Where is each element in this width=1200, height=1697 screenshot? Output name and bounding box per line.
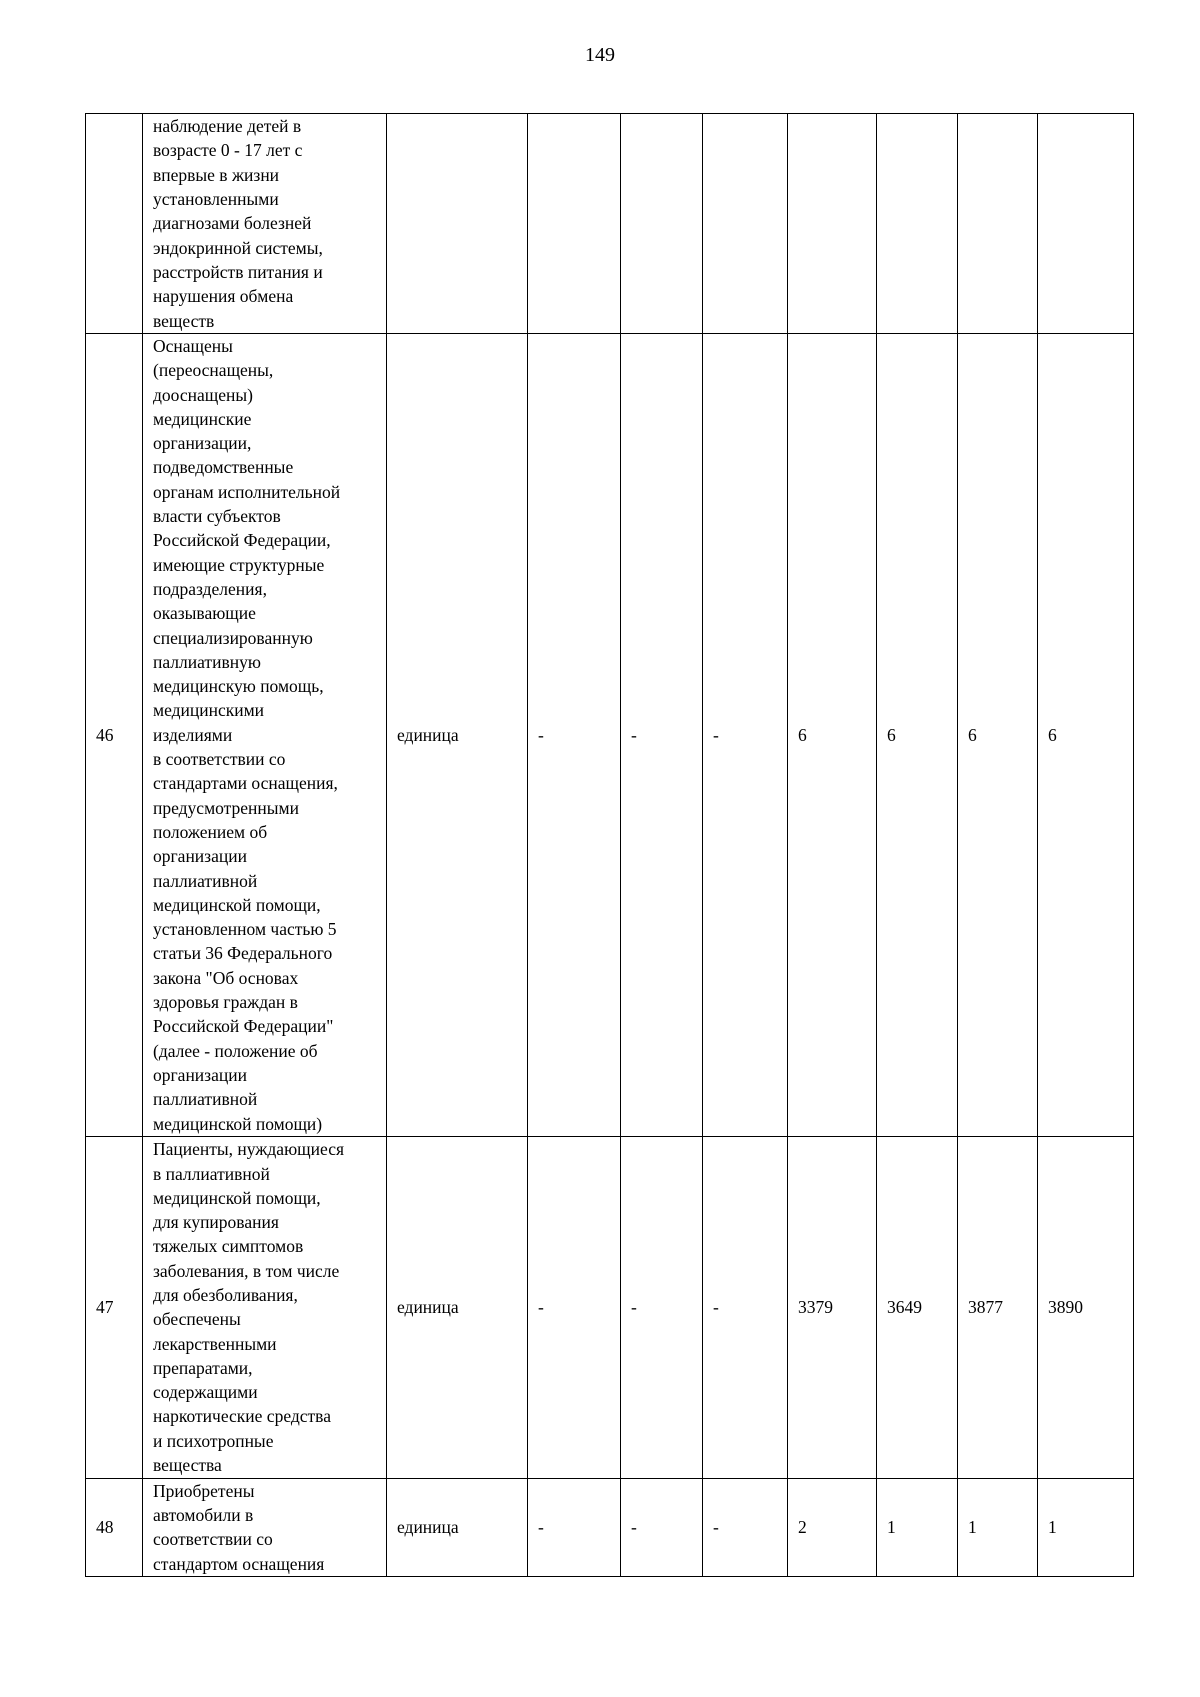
description-line: подразделения, [153, 578, 267, 599]
indicator-description [143, 334, 387, 1137]
description-line: обеспечены [153, 1309, 241, 1330]
value-cell: - [528, 1478, 621, 1576]
value-cell: 1 [1038, 1478, 1134, 1576]
description-line: наркотические средства [153, 1406, 331, 1427]
table-row [86, 114, 1134, 334]
value-cell: 3649 [877, 1136, 958, 1478]
page-number: 149 [585, 44, 615, 66]
value-cell: 2 [788, 1478, 877, 1576]
indicator-description [143, 1136, 387, 1478]
description-line: соответствии со [153, 1529, 273, 1550]
value-cell: - [703, 1478, 788, 1576]
description-line: эндокринной системы, [153, 237, 323, 258]
description-line: наблюдение детей в [153, 116, 302, 137]
description-line: впервые в жизни [153, 164, 280, 185]
description-line: веществ [153, 310, 215, 331]
description-line: для обезболивания, [153, 1285, 298, 1305]
row-number: 47 [86, 1136, 143, 1478]
description-line: Российской Федерации, [153, 530, 331, 551]
description-line: медицинской помощи, [153, 894, 321, 915]
description-line: препаратами, [153, 1357, 253, 1378]
description-line: здоровья граждан в [153, 992, 298, 1013]
description-line: для купирования [153, 1212, 279, 1233]
description-line: тяжелых симптомов [153, 1236, 304, 1257]
description-line: расстройств питания и [153, 261, 323, 282]
unit-cell: единица [387, 1136, 528, 1478]
description-line: Российской Федерации" [153, 1016, 334, 1037]
value-cell: - [528, 1136, 621, 1478]
description-line: организации, [153, 433, 252, 454]
value-cell: 6 [788, 334, 877, 1137]
description-line: медицинской помощи, [153, 1187, 321, 1208]
table-row [86, 1136, 1134, 1478]
description-line: и психотропные [153, 1430, 274, 1451]
value-cell [877, 114, 958, 334]
description-line: (далее - положение об [153, 1040, 318, 1061]
description-line: стандартами оснащения, [153, 773, 338, 794]
table-row [86, 1478, 1134, 1576]
value-cell: - [621, 334, 703, 1137]
description-line: Оснащены [153, 336, 233, 356]
description-line: медицинскими [153, 700, 265, 721]
description-line: содержащими [153, 1382, 258, 1403]
value-cell [621, 114, 703, 334]
value-cell: - [621, 1136, 703, 1478]
description-line: вещества [153, 1455, 222, 1476]
description-line: медицинскую помощь, [153, 676, 324, 697]
row-number: 48 [86, 1478, 143, 1576]
indicators-table [85, 113, 1134, 1577]
description-line: установленными [153, 189, 279, 210]
row-number [86, 114, 143, 334]
value-cell: 6 [958, 334, 1038, 1137]
description-line: власти субъектов [153, 506, 281, 527]
description-line: возрасте 0 - 17 лет с [153, 140, 303, 161]
description-line: паллиативной [153, 870, 258, 891]
value-cell: - [528, 334, 621, 1137]
description-line: Пациенты, нуждающиеся [153, 1139, 345, 1160]
description-line: (переоснащены, [153, 360, 274, 381]
description-line: в соответствии со [153, 749, 286, 770]
value-cell: - [703, 334, 788, 1137]
value-cell [788, 114, 877, 334]
description-line: закона "Об основах [153, 967, 299, 988]
unit-cell: единица [387, 1478, 528, 1576]
description-line: медицинской помощи) [153, 1113, 323, 1134]
description-line: организации [153, 846, 247, 867]
description-line: органам исполнительной [153, 481, 341, 502]
description-line: диагнозами болезней [153, 213, 312, 234]
description-line: Приобретены [153, 1480, 255, 1501]
description-line: организации [153, 1064, 247, 1085]
value-cell [958, 114, 1038, 334]
description-line: стандартом оснащения [153, 1553, 325, 1574]
value-cell: 3877 [958, 1136, 1038, 1478]
description-line: автомобили в [153, 1505, 254, 1526]
description-line: лекарственными [153, 1333, 277, 1354]
description-line: паллиативную [153, 651, 261, 672]
value-cell [528, 114, 621, 334]
description-line: положением об [153, 821, 268, 842]
description-line: дооснащены) [153, 384, 253, 405]
value-cell [1038, 114, 1134, 334]
description-line: предусмотренными [153, 797, 299, 818]
unit-cell: единица [387, 334, 528, 1137]
description-line: медицинские [153, 408, 252, 429]
value-cell: 1 [877, 1478, 958, 1576]
description-line: специализированную [153, 627, 313, 648]
value-cell: 3890 [1038, 1136, 1134, 1478]
description-line: подведомственные [153, 457, 294, 478]
value-cell: 3379 [788, 1136, 877, 1478]
table-body [86, 114, 1134, 1577]
value-cell: 6 [877, 334, 958, 1137]
value-cell: 6 [1038, 334, 1134, 1137]
unit-cell [387, 114, 528, 334]
table-row [86, 334, 1134, 1137]
indicator-description [143, 114, 387, 334]
description-line: имеющие структурные [153, 554, 325, 575]
description-line: изделиями [153, 724, 233, 745]
description-line: статьи 36 Федерального [153, 943, 333, 964]
description-line: оказывающие [153, 603, 256, 624]
description-line: заболевания, в том числе [153, 1260, 340, 1281]
value-cell: - [621, 1478, 703, 1576]
row-number: 46 [86, 334, 143, 1137]
description-line: в паллиативной [153, 1163, 270, 1184]
description-line: нарушения обмена [153, 286, 294, 307]
description-line: установленном частью 5 [153, 919, 337, 940]
value-cell: 1 [958, 1478, 1038, 1576]
value-cell: - [703, 1136, 788, 1478]
description-line: паллиативной [153, 1089, 258, 1110]
indicator-description [143, 1478, 387, 1576]
value-cell [703, 114, 788, 334]
